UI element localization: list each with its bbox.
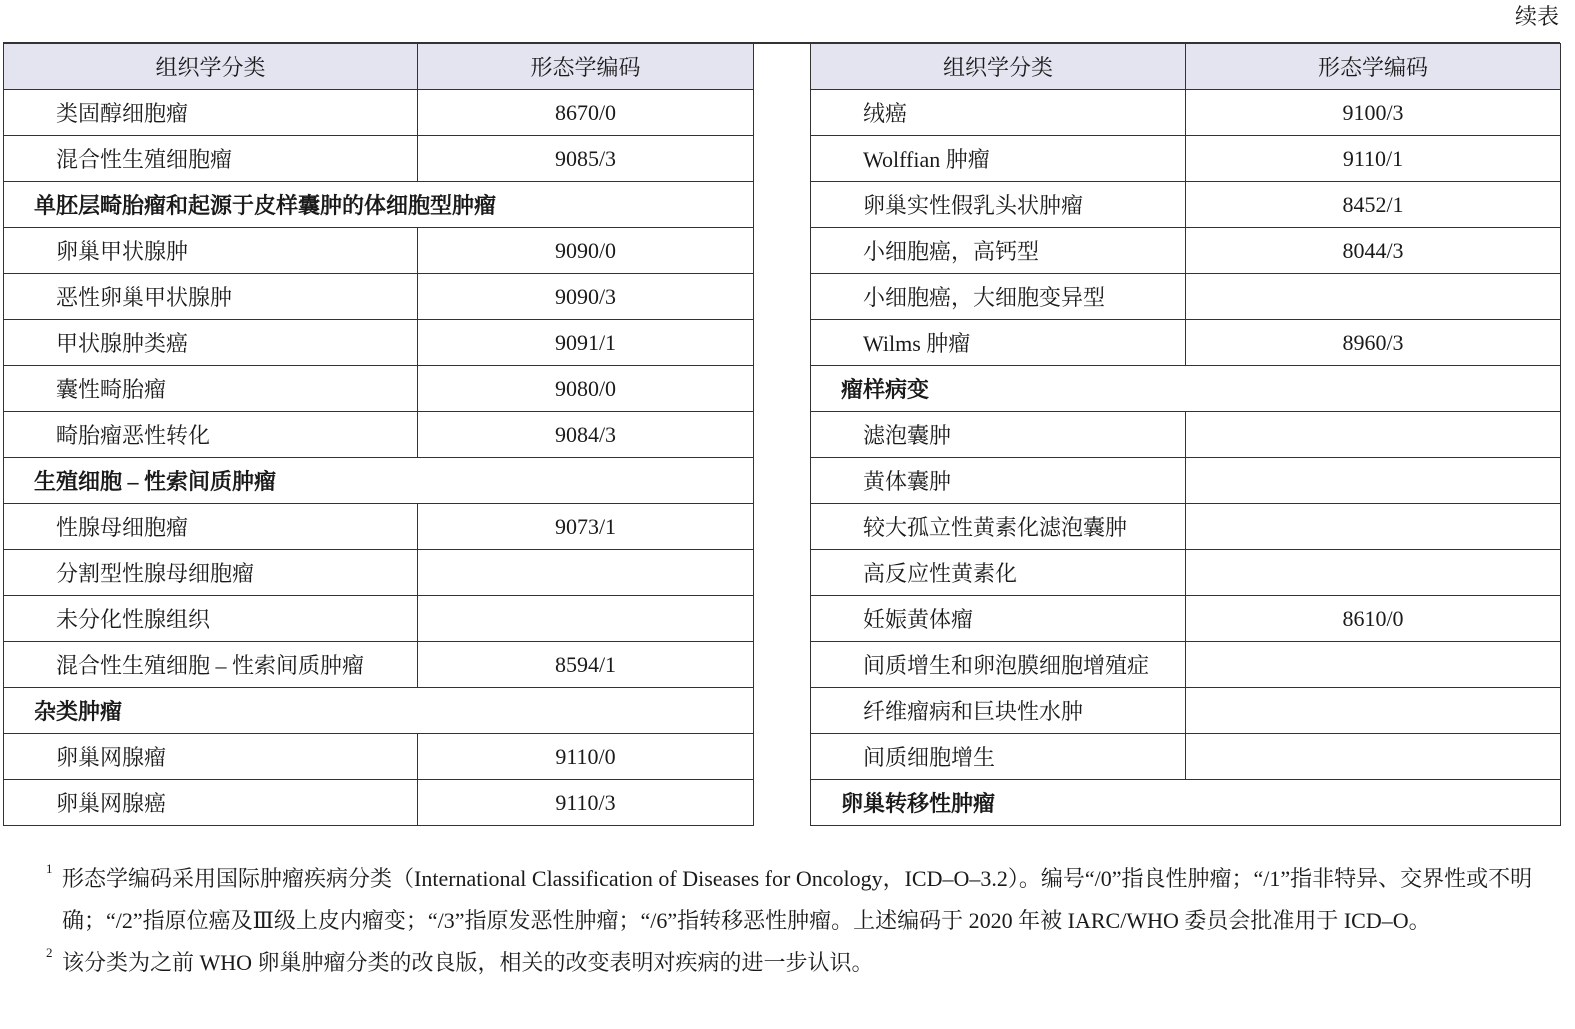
table-row	[811, 228, 1561, 274]
code-cell	[1186, 458, 1561, 504]
section-title: 单胚层畸胎瘤和起源于皮样囊肿的体细胞型肿瘤	[4, 182, 754, 228]
code-cell: 8960/3	[1186, 320, 1561, 366]
header-category: 组织学分类	[811, 44, 1186, 90]
footnote-text: 该分类为之前 WHO 卵巢肿瘤分类的改良版，相关的改变表明对疾病的进一步认识。	[62, 950, 874, 975]
category-cell: 小细胞癌，高钙型	[811, 228, 1186, 274]
header-row	[4, 44, 754, 90]
category-cell: 较大孤立性黄素化滤泡囊肿	[811, 504, 1186, 550]
code-cell	[1186, 642, 1561, 688]
table-row	[811, 182, 1561, 228]
code-cell: 9090/3	[418, 274, 754, 320]
section-row	[811, 780, 1561, 826]
code-cell: 8610/0	[1186, 596, 1561, 642]
code-cell: 9110/3	[418, 780, 754, 826]
footnote-mark: 1	[46, 861, 53, 876]
table-row	[811, 136, 1561, 182]
code-cell: 9110/0	[418, 734, 754, 780]
category-cell: 卵巢甲状腺肿	[4, 228, 418, 274]
table-row	[4, 412, 754, 458]
category-cell: 黄体囊肿	[811, 458, 1186, 504]
section-title: 生殖细胞 – 性索间质肿瘤	[4, 458, 754, 504]
code-cell	[1186, 504, 1561, 550]
category-cell: 囊性畸胎瘤	[4, 366, 418, 412]
footnote-1	[46, 858, 1561, 942]
section-row	[4, 182, 754, 228]
code-cell: 8670/0	[418, 90, 754, 136]
category-cell: 类固醇细胞瘤	[4, 90, 418, 136]
code-cell: 9080/0	[418, 366, 754, 412]
category-cell: 分割型性腺母细胞瘤	[4, 550, 418, 596]
code-cell	[1186, 274, 1561, 320]
code-cell	[418, 596, 754, 642]
category-cell: 性腺母细胞瘤	[4, 504, 418, 550]
category-cell: 妊娠黄体瘤	[811, 596, 1186, 642]
category-cell: 间质增生和卵泡膜细胞增殖症	[811, 642, 1186, 688]
category-cell: 纤维瘤病和巨块性水肿	[811, 688, 1186, 734]
table-row	[4, 228, 754, 274]
footnote-2	[46, 942, 1561, 984]
code-cell	[1186, 550, 1561, 596]
table-row	[811, 550, 1561, 596]
table-row	[4, 274, 754, 320]
section-row	[4, 458, 754, 504]
section-row	[811, 366, 1561, 412]
table-row	[811, 274, 1561, 320]
table-row	[4, 320, 754, 366]
table-row	[4, 642, 754, 688]
table-row	[811, 412, 1561, 458]
code-cell	[1186, 734, 1561, 780]
category-cell: Wolffian 肿瘤	[811, 136, 1186, 182]
code-cell	[1186, 688, 1561, 734]
table-row	[4, 734, 754, 780]
code-cell: 8594/1	[418, 642, 754, 688]
table-row	[4, 780, 754, 826]
section-title: 瘤样病变	[811, 366, 1561, 412]
table-row	[811, 320, 1561, 366]
table-row	[811, 642, 1561, 688]
category-cell: 恶性卵巢甲状腺肿	[4, 274, 418, 320]
code-cell: 9091/1	[418, 320, 754, 366]
category-cell: 卵巢网腺癌	[4, 780, 418, 826]
category-cell: 卵巢网腺瘤	[4, 734, 418, 780]
code-cell: 9110/1	[1186, 136, 1561, 182]
header-code: 形态学编码	[1186, 44, 1561, 90]
table-row	[4, 136, 754, 182]
code-cell	[418, 550, 754, 596]
category-cell: 混合性生殖细胞瘤	[4, 136, 418, 182]
left-table	[3, 43, 754, 826]
code-cell: 9090/0	[418, 228, 754, 274]
code-cell: 8452/1	[1186, 182, 1561, 228]
footnote-mark: 2	[46, 945, 53, 960]
category-cell: 卵巢实性假乳头状肿瘤	[811, 182, 1186, 228]
table-row	[811, 90, 1561, 136]
table-row	[811, 458, 1561, 504]
code-cell	[1186, 412, 1561, 458]
category-cell: 间质细胞增生	[811, 734, 1186, 780]
category-cell: 混合性生殖细胞 – 性索间质肿瘤	[4, 642, 418, 688]
category-cell: 滤泡囊肿	[811, 412, 1186, 458]
table-row	[4, 550, 754, 596]
table-row	[4, 366, 754, 412]
section-title: 杂类肿瘤	[4, 688, 754, 734]
section-row	[4, 688, 754, 734]
table-row	[811, 596, 1561, 642]
category-cell: 甲状腺肿类癌	[4, 320, 418, 366]
header-code: 形态学编码	[418, 44, 754, 90]
table-row	[4, 596, 754, 642]
header-row	[811, 44, 1561, 90]
table-row	[811, 688, 1561, 734]
category-cell: 绒癌	[811, 90, 1186, 136]
code-cell: 8044/3	[1186, 228, 1561, 274]
code-cell: 9084/3	[418, 412, 754, 458]
code-cell: 9100/3	[1186, 90, 1561, 136]
header-category: 组织学分类	[4, 44, 418, 90]
category-cell: 小细胞癌，大细胞变异型	[811, 274, 1186, 320]
code-cell: 9085/3	[418, 136, 754, 182]
category-cell: Wilms 肿瘤	[811, 320, 1186, 366]
category-cell: 未分化性腺组织	[4, 596, 418, 642]
table-row	[811, 734, 1561, 780]
table-row	[811, 504, 1561, 550]
right-table	[810, 43, 1561, 826]
code-cell: 9073/1	[418, 504, 754, 550]
footnote-text: 形态学编码采用国际肿瘤疾病分类（International Classification of Diseases for Oncology，ICD–O–3.2）。编号“/0”指良性肿瘤；“/1”指非特异、交界性或不明确；“/2”指原位癌及Ⅲ级上皮内瘤变；“/3”指原发恶性肿瘤；“/6”指转移恶性肿瘤。上述编码于 2020 年被 IARC/WHO 委员会批准用于 ICD–O。	[62, 866, 1533, 933]
section-title: 卵巢转移性肿瘤	[811, 780, 1561, 826]
table-row	[4, 504, 754, 550]
category-cell: 高反应性黄素化	[811, 550, 1186, 596]
continued-label: 续表	[1514, 4, 1559, 29]
table-row	[4, 90, 754, 136]
category-cell: 畸胎瘤恶性转化	[4, 412, 418, 458]
footnotes	[46, 858, 1561, 984]
